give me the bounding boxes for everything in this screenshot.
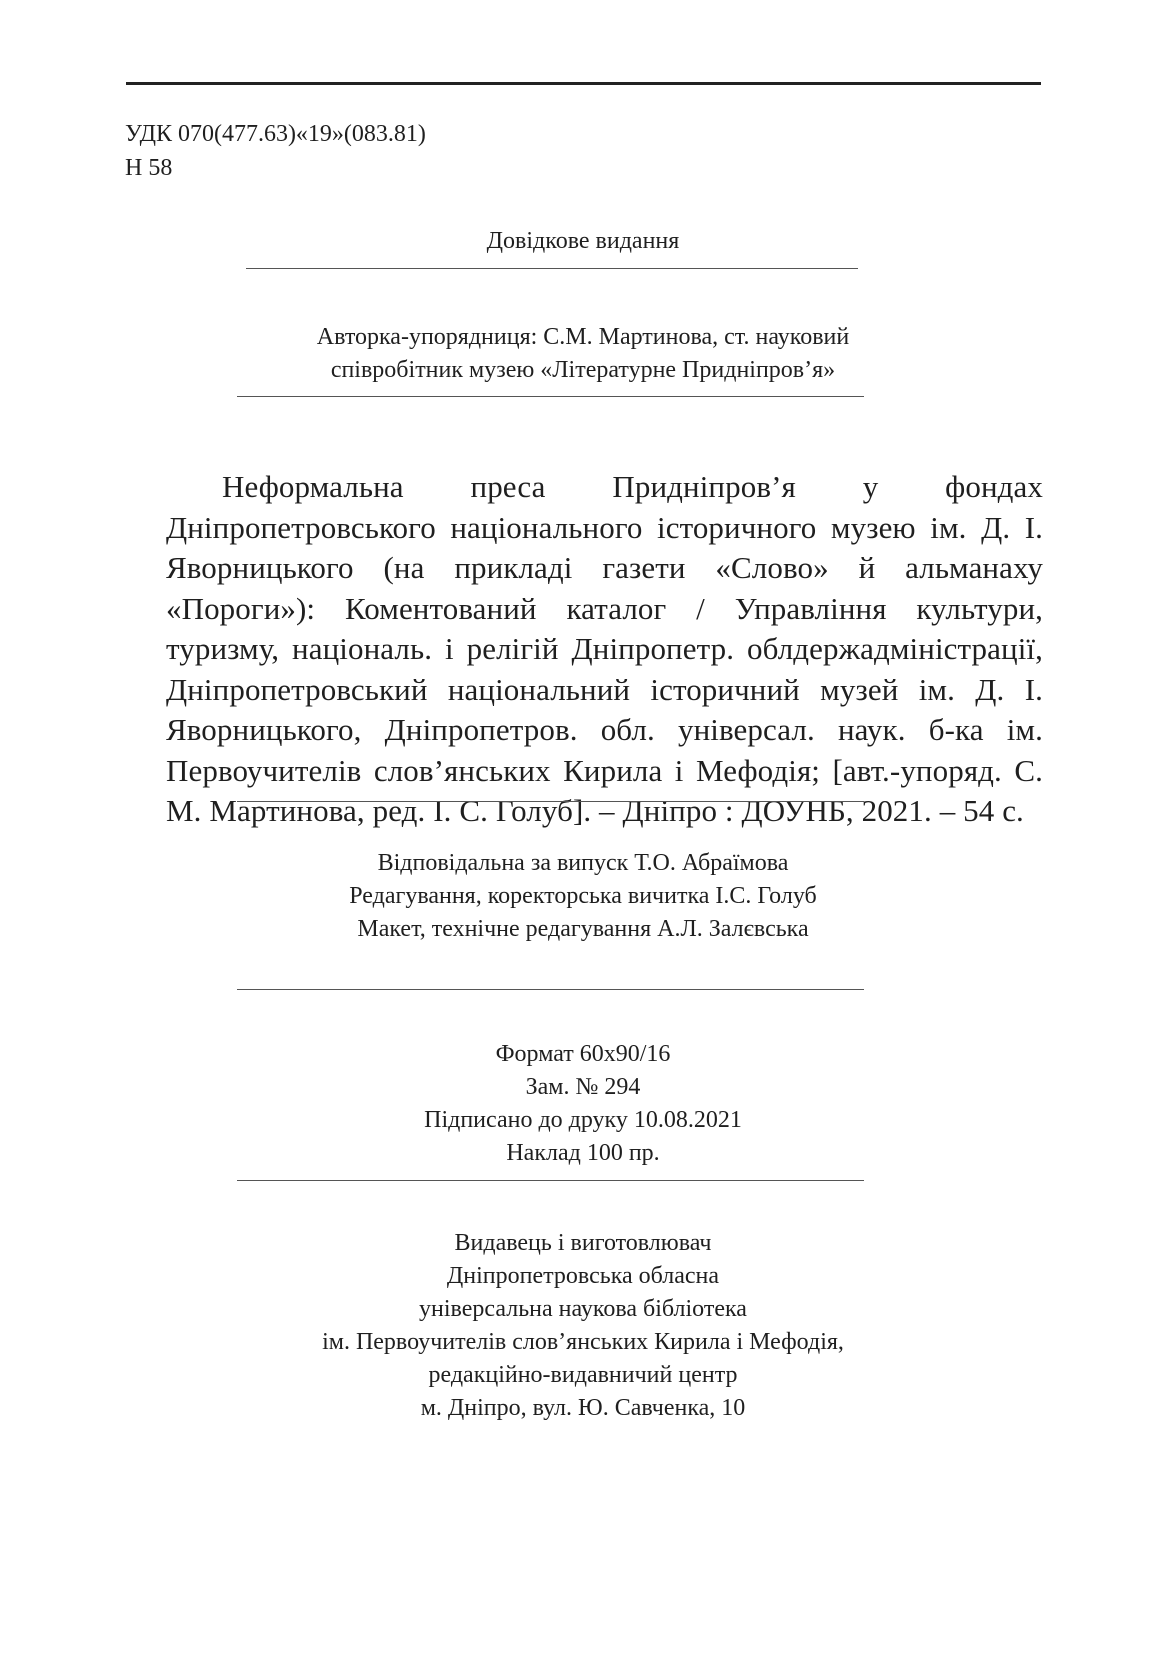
credit-line: Макет, технічне редагування А.Л. Залєвська — [357, 916, 809, 942]
publisher-line: редакційно-видавничий центр — [428, 1362, 738, 1388]
bibliographic-description — [166, 467, 1043, 832]
imprint-block — [0, 1038, 1166, 1170]
divider-2 — [237, 396, 864, 397]
divider-3 — [237, 801, 864, 802]
publisher-line: Видавець і виготовлювач — [454, 1230, 712, 1256]
divider-5 — [237, 1180, 864, 1181]
credits-block — [0, 847, 1166, 946]
classification-block — [125, 117, 426, 185]
author-mark: Н 58 — [125, 155, 173, 181]
credit-line: Редагування, коректорська вичитка І.С. Голуб — [349, 883, 817, 909]
publisher-line: універсальна наукова бібліотека — [419, 1296, 747, 1322]
imprint-line: Зам. № 294 — [525, 1074, 641, 1100]
bibliographic-text: Неформальна преса Придніпров’я у фондах Дніпропетровського національного історичного музею ім. Д. І. Яворницького (на прикладі газети «Слово» й альманаху «Пороги»): Коментований каталог / Управління культури, туризму, національ. і релігій Дніпропетр. облдержадміністрації, Дніпропетровський національний історичний музей ім. Д. І. Яворницького, Дніпропетров. обл. універсал. наук. б-ка ім. Первоучителів слов’янських Кирила і Мефодія; [авт.-упоряд. С. М. Мартинова, ред. І. С. Голуб]. – Дніпро : ДОУНБ, 2021. – 54 с. — [166, 469, 1043, 828]
compiler-line-2: співробітник музею «Літературне Придніпров’я» — [330, 357, 836, 383]
publisher-line: ім. Первоучителів слов’янських Кирила і Мефодія, — [322, 1329, 844, 1355]
compiler-block — [0, 321, 1166, 387]
compiler-line-1: Авторка-упорядниця: С.М. Мартинова, ст. науковий — [316, 324, 850, 350]
edition-type: Довідкове видання — [486, 228, 680, 254]
divider-4 — [237, 989, 864, 990]
publisher-line: м. Дніпро, вул. Ю. Савченка, 10 — [420, 1395, 746, 1421]
publisher-block — [0, 1227, 1166, 1425]
udc-code: УДК 070(477.63)«19»(083.81) — [125, 121, 426, 147]
publisher-line: Дніпропетровська обласна — [446, 1263, 720, 1289]
credit-line: Відповідальна за випуск Т.О. Абраїмова — [377, 850, 789, 876]
imprint-line: Наклад 100 пр. — [506, 1140, 660, 1166]
imprint-line: Підписано до друку 10.08.2021 — [424, 1107, 742, 1133]
imprint-line: Формат 60х90/16 — [495, 1041, 671, 1067]
top-rule — [126, 82, 1041, 85]
divider-1 — [246, 268, 858, 269]
